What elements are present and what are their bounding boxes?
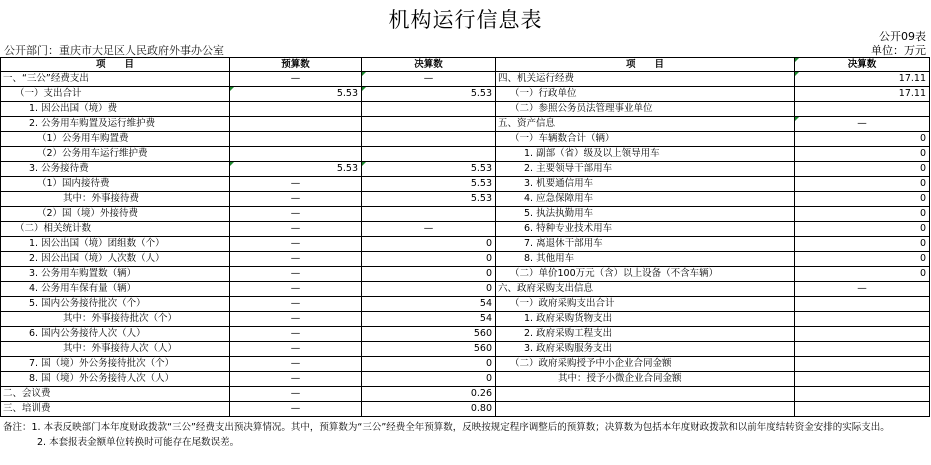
left-budget-cell: — bbox=[230, 357, 362, 372]
left-final-cell bbox=[362, 117, 496, 132]
left-final-cell bbox=[362, 207, 496, 222]
right-item-cell: 5. 执法执勤用车 bbox=[496, 207, 795, 222]
right-final-cell: — bbox=[795, 117, 930, 132]
left-budget-cell: — bbox=[230, 327, 362, 342]
left-item-cell: 1. 因公出国（境）团组数（个） bbox=[1, 237, 230, 252]
left-budget-cell bbox=[230, 147, 362, 162]
table-row bbox=[1, 267, 930, 282]
note-2: 2. 本套报表金额单位转换时可能存在尾数误差。 bbox=[37, 437, 240, 448]
left-item-cell: 3. 公务接待费 bbox=[1, 162, 230, 177]
right-final-cell: 0 bbox=[795, 147, 930, 162]
left-item-cell: 3. 公务用车购置数（辆） bbox=[1, 267, 230, 282]
left-item-cell: （1）公务用车购置费 bbox=[1, 132, 230, 147]
left-item-cell: 6. 国内公务接待人次（人） bbox=[1, 327, 230, 342]
left-final-cell: 0 bbox=[362, 282, 496, 297]
right-final-cell bbox=[795, 402, 930, 417]
right-item-cell: 五、资产信息 bbox=[496, 117, 795, 132]
left-final-cell bbox=[362, 102, 496, 117]
table-header-row bbox=[1, 58, 930, 72]
left-item-cell: （二）相关统计数 bbox=[1, 222, 230, 237]
table-row bbox=[1, 162, 930, 177]
table-row bbox=[1, 357, 930, 372]
left-item-cell: 2. 公务用车购置及运行维护费 bbox=[1, 117, 230, 132]
left-item-cell: 5. 国内公务接待批次（个） bbox=[1, 297, 230, 312]
left-item-cell: 二、会议费 bbox=[1, 387, 230, 402]
table-row bbox=[1, 402, 930, 417]
table-body bbox=[1, 72, 930, 417]
right-final-cell: 17.11 bbox=[795, 72, 930, 87]
right-item-cell: 6. 特种专业技术用车 bbox=[496, 222, 795, 237]
left-final-cell: 5.53 bbox=[362, 177, 496, 192]
left-final-cell: — bbox=[362, 222, 496, 237]
left-budget-cell: — bbox=[230, 252, 362, 267]
left-item-cell: 一、“三公”经费支出 bbox=[1, 72, 230, 87]
left-budget-cell: — bbox=[230, 342, 362, 357]
table-row bbox=[1, 87, 930, 102]
right-item-cell: 1. 副部（省）级及以上领导用车 bbox=[496, 147, 795, 162]
left-budget-cell: — bbox=[230, 297, 362, 312]
header-final-left: 决算数 bbox=[362, 58, 496, 72]
left-final-cell: 5.53 bbox=[362, 87, 496, 102]
table-row bbox=[1, 72, 930, 87]
right-final-cell: 17.11 bbox=[795, 87, 930, 102]
left-budget-cell bbox=[230, 102, 362, 117]
right-final-cell: — bbox=[795, 282, 930, 297]
form-code: 公开09表 bbox=[879, 30, 926, 43]
left-budget-cell: — bbox=[230, 72, 362, 87]
right-final-cell bbox=[795, 372, 930, 387]
right-item-cell: 2. 主要领导干部用车 bbox=[496, 162, 795, 177]
notes bbox=[3, 420, 927, 450]
left-final-cell: 560 bbox=[362, 342, 496, 357]
right-item-cell: （二）政府采购授予中小企业合同金额 bbox=[496, 357, 795, 372]
right-item-cell bbox=[496, 387, 795, 402]
left-item-cell: （一）支出合计 bbox=[1, 87, 230, 102]
left-final-cell: 0 bbox=[362, 357, 496, 372]
right-final-cell: 0 bbox=[795, 192, 930, 207]
left-budget-cell: — bbox=[230, 192, 362, 207]
right-final-cell: 0 bbox=[795, 207, 930, 222]
left-budget-cell: — bbox=[230, 387, 362, 402]
right-final-cell: 0 bbox=[795, 132, 930, 147]
header-final-right: 决算数 bbox=[795, 58, 930, 72]
left-final-cell: 5.53 bbox=[362, 192, 496, 207]
right-item-cell: 其中：授予小微企业合同金额 bbox=[496, 372, 795, 387]
left-final-cell: 0.26 bbox=[362, 387, 496, 402]
left-budget-cell bbox=[230, 117, 362, 132]
table-row bbox=[1, 297, 930, 312]
table-row bbox=[1, 177, 930, 192]
left-final-cell bbox=[362, 132, 496, 147]
right-item-cell: （一）行政单位 bbox=[496, 87, 795, 102]
left-budget-cell: — bbox=[230, 207, 362, 222]
right-item-cell: （二）单价100万元（含）以上设备（不含车辆） bbox=[496, 267, 795, 282]
header-item-left: 项 目 bbox=[1, 58, 230, 72]
header-budget: 预算数 bbox=[230, 58, 362, 72]
right-final-cell bbox=[795, 327, 930, 342]
left-final-cell: 0 bbox=[362, 252, 496, 267]
right-item-cell: 2. 政府采购工程支出 bbox=[496, 327, 795, 342]
left-final-cell bbox=[362, 147, 496, 162]
table-row bbox=[1, 237, 930, 252]
left-item-cell: （2）公务用车运行维护费 bbox=[1, 147, 230, 162]
right-item-cell: （二）参照公务员法管理事业单位 bbox=[496, 102, 795, 117]
left-item-cell: 其中：外事接待人次（人） bbox=[1, 342, 230, 357]
table-row bbox=[1, 282, 930, 297]
right-final-cell bbox=[795, 387, 930, 402]
table-title: 机构运行信息表 bbox=[388, 8, 543, 32]
table-row bbox=[1, 222, 930, 237]
left-budget-cell: — bbox=[230, 222, 362, 237]
left-final-cell: 0 bbox=[362, 267, 496, 282]
header-item-right: 项 目 bbox=[496, 58, 795, 72]
left-budget-cell: — bbox=[230, 237, 362, 252]
right-final-cell: 0 bbox=[795, 237, 930, 252]
department-label: 公开部门：重庆市大足区人民政府外事办公室 bbox=[4, 44, 224, 57]
table-row bbox=[1, 192, 930, 207]
right-final-cell bbox=[795, 357, 930, 372]
right-item-cell: 4. 应急保障用车 bbox=[496, 192, 795, 207]
right-item-cell: 7. 离退休干部用车 bbox=[496, 237, 795, 252]
right-item-cell: 3. 政府采购服务支出 bbox=[496, 342, 795, 357]
left-final-cell: 0.80 bbox=[362, 402, 496, 417]
left-budget-cell: — bbox=[230, 267, 362, 282]
right-item-cell: 六、政府采购支出信息 bbox=[496, 282, 795, 297]
table-row bbox=[1, 372, 930, 387]
right-item-cell bbox=[496, 402, 795, 417]
left-item-cell: 8. 国（境）外公务接待人次（人） bbox=[1, 372, 230, 387]
table-row bbox=[1, 252, 930, 267]
left-item-cell: 其中：外事接待批次（个） bbox=[1, 312, 230, 327]
left-budget-cell: — bbox=[230, 372, 362, 387]
right-final-cell: 0 bbox=[795, 162, 930, 177]
right-item-cell: （一）车辆数合计（辆） bbox=[496, 132, 795, 147]
right-final-cell: 0 bbox=[795, 267, 930, 282]
left-item-cell: （1）国内接待费 bbox=[1, 177, 230, 192]
right-final-cell bbox=[795, 312, 930, 327]
right-item-cell: 3. 机要通信用车 bbox=[496, 177, 795, 192]
left-item-cell: 7. 国（境）外公务接待批次（个） bbox=[1, 357, 230, 372]
table-row bbox=[1, 207, 930, 222]
table-row bbox=[1, 327, 930, 342]
table-row bbox=[1, 102, 930, 117]
right-final-cell: 0 bbox=[795, 177, 930, 192]
table-row bbox=[1, 342, 930, 357]
left-budget-cell: 5.53 bbox=[230, 87, 362, 102]
left-item-cell: 2. 因公出国（境）人次数（人） bbox=[1, 252, 230, 267]
left-budget-cell: — bbox=[230, 402, 362, 417]
left-budget-cell: — bbox=[230, 282, 362, 297]
left-final-cell: — bbox=[362, 72, 496, 87]
left-budget-cell bbox=[230, 132, 362, 147]
right-item-cell: 1. 政府采购货物支出 bbox=[496, 312, 795, 327]
note-1: 备注：1. 本表反映部门本年度财政拨款“三公”经费支出预决算情况。其中，预算数为“三公”经费全年预算数，反映按规定程序调整后的预算数；决算数为包括本年度财政拨款和以前年度结转资金安排的实际支出。 bbox=[3, 422, 890, 433]
left-item-cell: 4. 公务用车保有量（辆） bbox=[1, 282, 230, 297]
left-item-cell: 1. 因公出国（境）费 bbox=[1, 102, 230, 117]
left-final-cell: 560 bbox=[362, 327, 496, 342]
left-budget-cell: — bbox=[230, 312, 362, 327]
table-row bbox=[1, 312, 930, 327]
table-row bbox=[1, 117, 930, 132]
right-final-cell bbox=[795, 342, 930, 357]
table-row bbox=[1, 147, 930, 162]
left-final-cell: 54 bbox=[362, 312, 496, 327]
right-final-cell bbox=[795, 102, 930, 117]
left-budget-cell: — bbox=[230, 177, 362, 192]
left-budget-cell: 5.53 bbox=[230, 162, 362, 177]
table-row bbox=[1, 132, 930, 147]
left-item-cell: 其中：外事接待费 bbox=[1, 192, 230, 207]
left-final-cell: 54 bbox=[362, 297, 496, 312]
left-final-cell: 0 bbox=[362, 237, 496, 252]
right-final-cell bbox=[795, 297, 930, 312]
unit-label: 单位：万元 bbox=[871, 44, 926, 57]
right-final-cell: 0 bbox=[795, 222, 930, 237]
table-row bbox=[1, 387, 930, 402]
right-item-cell: （一）政府采购支出合计 bbox=[496, 297, 795, 312]
right-item-cell: 四、机关运行经费 bbox=[496, 72, 795, 87]
right-item-cell: 8. 其他用车 bbox=[496, 252, 795, 267]
left-item-cell: （2）国（境）外接待费 bbox=[1, 207, 230, 222]
left-item-cell: 三、培训费 bbox=[1, 402, 230, 417]
left-final-cell: 5.53 bbox=[362, 162, 496, 177]
right-final-cell: 0 bbox=[795, 252, 930, 267]
info-table bbox=[0, 57, 930, 417]
left-final-cell: 0 bbox=[362, 372, 496, 387]
